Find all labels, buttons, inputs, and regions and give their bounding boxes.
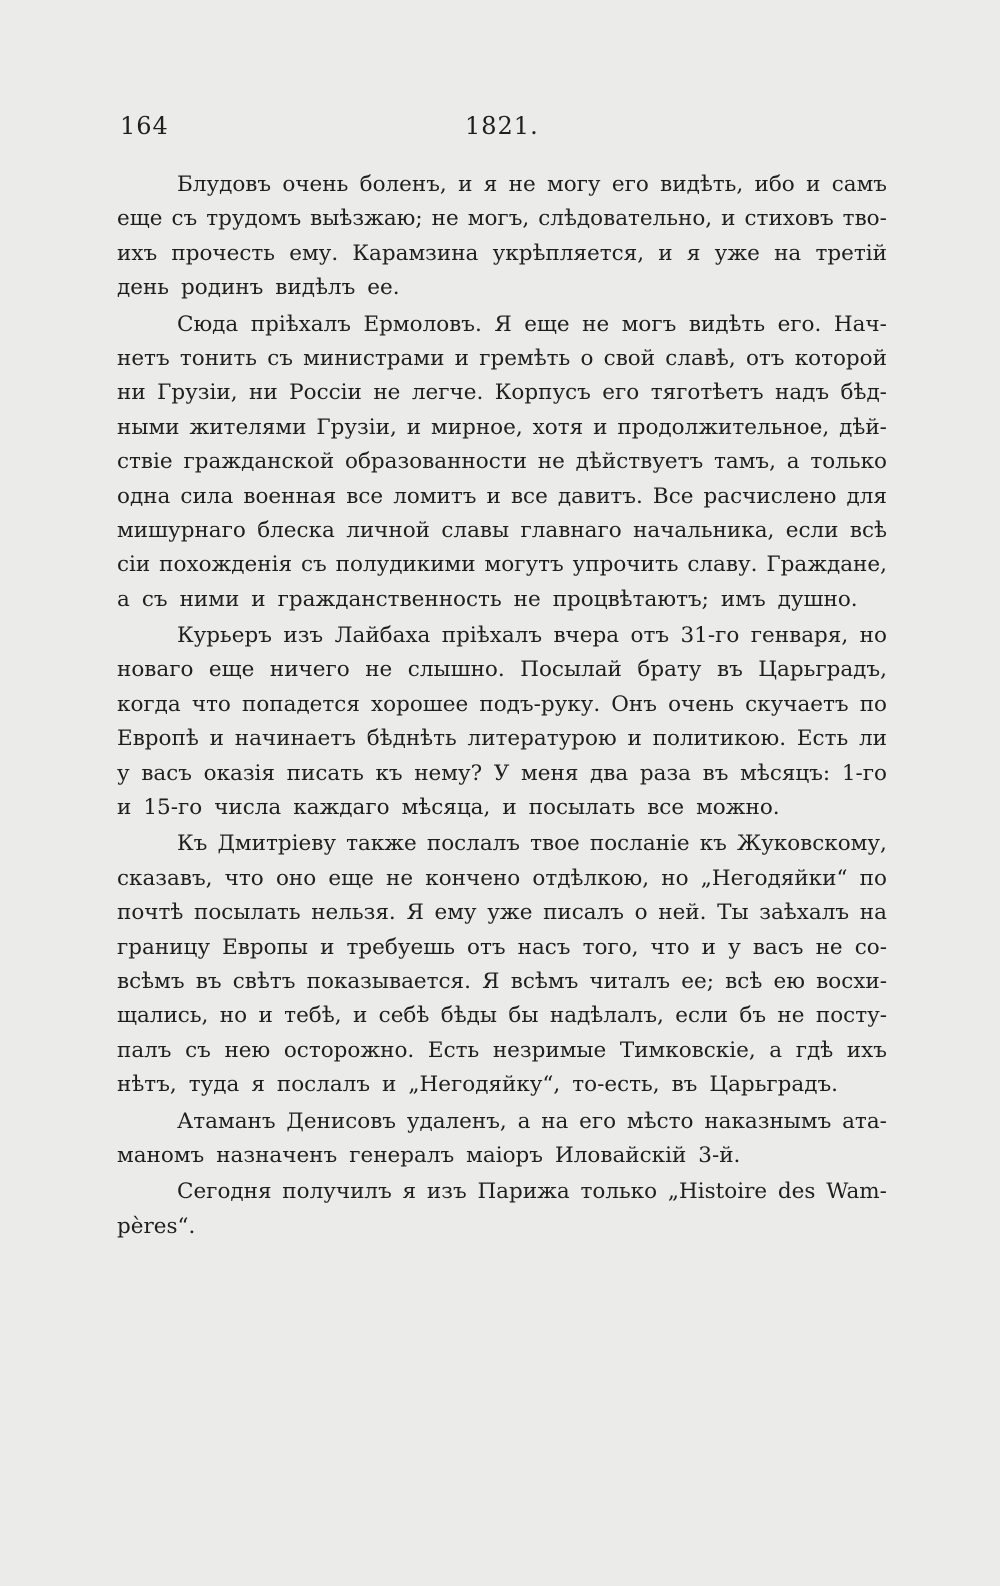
text-line: границу Европы и требуешь отъ насъ того, что и у васъ не со- bbox=[117, 934, 887, 960]
text-line: новаго еще ничего не слышно. Посылай брату въ Царьградъ, bbox=[117, 657, 887, 683]
text-line: Европѣ и начинаетъ бѣднѣть литературою и политикою. Есть ли bbox=[117, 726, 887, 752]
text-line: когда что попадется хорошее подъ-руку. Онъ очень скучаетъ по bbox=[117, 691, 887, 717]
page-number: 164 bbox=[120, 112, 169, 140]
text-line: нѣтъ, туда я послалъ и „Негодяйку“, то-есть, въ Царьградъ. bbox=[117, 1072, 838, 1098]
running-title: 1821. bbox=[465, 112, 539, 140]
text-line: сказавъ, что оно еще не кончено отдѣлкою, но „Негодяйки“ по bbox=[117, 865, 887, 891]
text-line: pères“. bbox=[117, 1213, 196, 1239]
paragraph bbox=[117, 168, 887, 306]
text-line: мишурнаго блеска личной славы главнаго начальника, если всѣ bbox=[117, 517, 887, 543]
text-line: Сюда пріѣхалъ Ермоловъ. Я еще не могъ видѣть его. Нач- bbox=[177, 311, 887, 337]
text-line: Къ Дмитріеву также послалъ твое посланіе къ Жуковскому, bbox=[177, 831, 887, 857]
text-line: ихъ прочесть ему. Карамзина укрѣпляется, и я уже на третій bbox=[117, 240, 887, 266]
text-line: щались, но и тебѣ, и себѣ бѣды бы надѣлалъ, если бъ не посту- bbox=[117, 1003, 887, 1029]
text-line: Блудовъ очень боленъ, и я не могу его видѣть, ибо и самъ bbox=[177, 172, 887, 197]
paragraph bbox=[117, 1175, 887, 1244]
text-line: еще съ трудомъ выѣзжаю; не могъ, слѣдовательно, и стиховъ тво- bbox=[117, 206, 887, 232]
text-line: Курьеръ изъ Лайбаха пріѣхалъ вчера отъ 31-го генваря, но bbox=[177, 623, 887, 649]
text-line: ными жителями Грузіи, и мирное, хотя и продолжительное, дѣй- bbox=[117, 414, 887, 440]
text-line: день родинъ видѣлъ ее. bbox=[117, 275, 400, 301]
text-line: одна сила военная все ломитъ и все давитъ. Все расчислено для bbox=[117, 483, 887, 509]
paragraph bbox=[117, 1105, 887, 1174]
text-line: ни Грузіи, ни Россіи не легче. Корпусъ его тяготѣетъ надъ бѣд- bbox=[117, 380, 887, 406]
text-line: всѣмъ въ свѣтъ показывается. Я всѣмъ читалъ ее; всѣ ею восхи- bbox=[117, 968, 887, 994]
page-header bbox=[120, 112, 890, 152]
text-line: а съ ними и гражданственность не процвѣтаютъ; имъ душно. bbox=[117, 586, 858, 612]
paragraph bbox=[117, 308, 887, 618]
body-text bbox=[117, 168, 887, 1246]
text-line: Атаманъ Денисовъ удаленъ, а на его мѣсто наказнымъ ата- bbox=[177, 1108, 887, 1134]
text-line: у васъ оказія писать къ нему? У меня два раза въ мѣсяцъ: 1-го bbox=[117, 760, 887, 786]
paragraph bbox=[117, 619, 887, 825]
text-line: Сегодня получилъ я изъ Парижа только „Histoire des Wam- bbox=[177, 1179, 887, 1205]
text-line: и 15-го числа каждаго мѣсяца, и посылать все можно. bbox=[117, 795, 780, 821]
text-line: маномъ назначенъ генералъ маіоръ Иловайскій 3-й. bbox=[117, 1142, 741, 1168]
text-line: ствіе гражданской образованности не дѣйствуетъ тамъ, а только bbox=[117, 449, 887, 475]
paragraph bbox=[117, 827, 887, 1102]
text-line: палъ съ нею осторожно. Есть незримые Тимковскіе, а гдѣ ихъ bbox=[117, 1037, 887, 1063]
text-line: почтѣ посылать нельзя. Я ему уже писалъ о ней. Ты заѣхалъ на bbox=[117, 900, 887, 926]
text-line: сіи похожденія съ полудикими могутъ упрочить славу. Граждане, bbox=[117, 552, 887, 578]
text-line: нетъ тонить съ министрами и гремѣть о свой славѣ, отъ которой bbox=[117, 345, 887, 371]
